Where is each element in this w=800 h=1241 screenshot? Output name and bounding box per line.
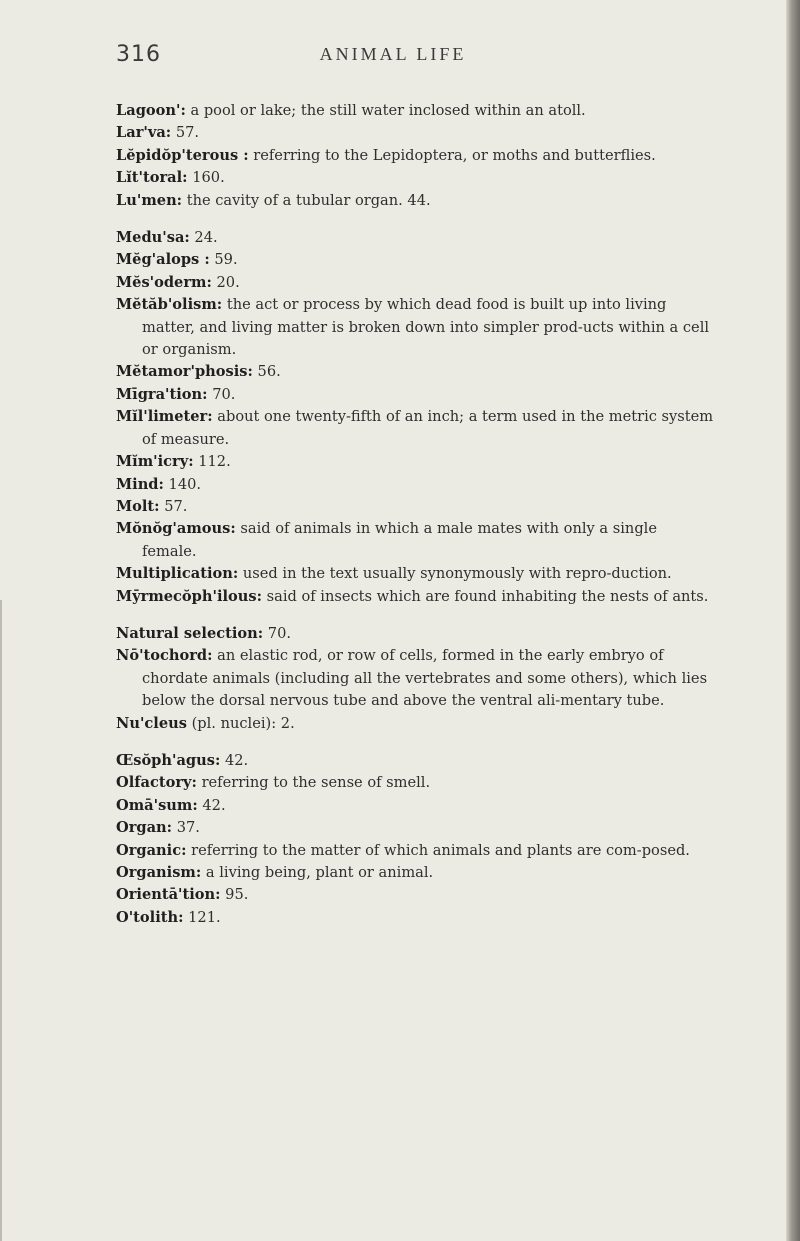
entry-definition: 20. — [216, 273, 240, 291]
page-number: 316 — [116, 42, 161, 67]
glossary-entry — [116, 451, 716, 473]
entry-definition: 42. — [224, 751, 249, 769]
entry-term: Organic: — [116, 841, 187, 859]
entry-definition: 70. — [212, 385, 236, 403]
glossary-entry — [116, 840, 716, 862]
entry-term: O'tolith: — [116, 908, 184, 926]
entry-term: Mīgra'tion: — [116, 385, 208, 403]
glossary-entry — [116, 817, 716, 839]
glossary-entry — [116, 190, 716, 212]
glossary-entry — [116, 645, 716, 712]
entry-definition: 56. — [257, 363, 281, 381]
entry-definition: 57. — [164, 497, 188, 515]
entry-term: Lagoon': — [116, 102, 186, 119]
glossary-entry — [116, 496, 716, 518]
entry-definition: 95. — [225, 886, 249, 904]
glossary-entry — [116, 907, 716, 929]
entry-term: Medu'sa: — [116, 229, 190, 247]
entry-term: Organism: — [116, 864, 202, 881]
glossary-entry — [116, 884, 716, 906]
glossary-entry — [116, 122, 716, 144]
entry-definition: (pl. nuclei): 2. — [191, 714, 295, 732]
glossary-entry — [116, 586, 716, 608]
entry-term: Mĕg'alops : — [116, 251, 210, 269]
glossary-entry — [116, 145, 716, 167]
entry-term: Mĕs'oderm: — [116, 273, 212, 291]
glossary-entry — [116, 474, 716, 496]
entry-term: Orientā'tion: — [116, 886, 221, 904]
entry-term: Mŏnŏg'amous: — [116, 520, 236, 538]
entry-definition: 160. — [192, 169, 225, 187]
glossary-entry — [116, 563, 716, 585]
entry-definition: referring to the Lepidoptera, or moths and butterflies. — [253, 146, 656, 164]
glossary-entry — [116, 772, 716, 794]
glossary-group-l — [116, 100, 716, 212]
entry-definition: 24. — [194, 229, 218, 247]
glossary-entry — [116, 100, 716, 122]
entry-term: Mȳrmecŏph'ilous: — [116, 587, 262, 605]
entry-term: Œsŏph'agus: — [116, 751, 221, 769]
glossary-entry — [116, 272, 716, 294]
entry-definition: 57. — [175, 124, 200, 142]
entry-term: Nō'tochord: — [116, 647, 213, 665]
entry-definition: the act or process by which dead food is built up into living matter, and living matter is broken down into simpler prod-ucts within a cell or organism. — [142, 296, 710, 359]
entry-term: Lar'va: — [116, 124, 172, 142]
entry-definition: a pool or lake; the still water inclosed within an atoll. — [190, 102, 586, 119]
glossary — [116, 100, 716, 944]
page-header — [0, 42, 786, 76]
glossary-entry — [116, 227, 716, 249]
entry-term: Omā'sum: — [116, 796, 198, 814]
entry-definition: said of insects which are found inhabiting the nests of ants. — [266, 587, 709, 605]
entry-term: Lĕpidŏp'terous : — [116, 146, 249, 164]
glossary-entry — [116, 623, 716, 645]
entry-definition: 140. — [168, 475, 202, 493]
left-margin-rule — [0, 600, 2, 1241]
entry-term: Lĭt'toral: — [116, 169, 188, 187]
glossary-group-o — [116, 750, 716, 929]
running-head: ANIMAL LIFE — [319, 44, 467, 64]
glossary-entry — [116, 518, 716, 563]
entry-term: Organ: — [116, 819, 173, 837]
entry-definition: 59. — [214, 251, 238, 269]
entry-term: Lu'men: — [116, 191, 183, 209]
entry-definition: referring to the matter of which animals and plants are com-posed. — [191, 841, 690, 859]
glossary-group-m — [116, 227, 716, 608]
entry-term: Mĭl'limeter: — [116, 408, 213, 426]
entry-term: Nu'cleus — [116, 714, 187, 732]
entry-term: Molt: — [116, 497, 160, 515]
entry-definition: 37. — [176, 819, 200, 837]
entry-definition: 42. — [202, 796, 226, 814]
entry-definition: an elastic rod, or row of cells, formed in the early embryo of chordate animals (including all the vertebrates and some others), which lies below the dorsal nervous tube and above the ventral ali-mentary tube. — [142, 647, 708, 710]
glossary-entry — [116, 750, 716, 772]
entry-term: Mind: — [116, 475, 164, 493]
glossary-entry — [116, 249, 716, 271]
glossary-entry — [116, 862, 716, 884]
entry-term: Mĕtamor'phosis: — [116, 363, 253, 381]
entry-definition: 70. — [267, 624, 292, 642]
entry-definition: 121. — [188, 908, 221, 926]
entry-definition: 112. — [198, 453, 231, 471]
entry-term: Natural selection: — [116, 624, 264, 642]
glossary-group-n — [116, 623, 716, 735]
page-edge-shadow — [786, 0, 800, 1241]
entry-definition: the cavity of a tubular organ. 44. — [186, 191, 431, 209]
entry-term: Mĕtăb'olism: — [116, 296, 223, 314]
entry-term: Mĭm'icry: — [116, 453, 194, 471]
glossary-entry — [116, 406, 716, 451]
glossary-entry — [116, 167, 716, 189]
entry-definition: a living being, plant or animal. — [205, 864, 434, 881]
entry-definition: referring to the sense of smell. — [201, 774, 431, 792]
entry-term: Multiplication: — [116, 565, 239, 583]
entry-definition: said of animals in which a male mates with only a single female. — [142, 520, 657, 560]
glossary-entry — [116, 795, 716, 817]
glossary-entry — [116, 384, 716, 406]
entry-definition: used in the text usually synonymously with repro-duction. — [242, 565, 672, 583]
glossary-entry — [116, 361, 716, 383]
glossary-entry — [116, 294, 716, 361]
entry-term: Olfactory: — [116, 774, 197, 792]
glossary-entry — [116, 713, 716, 735]
entry-definition: about one twenty-fifth of an inch; a term used in the metric system of measure. — [142, 408, 714, 448]
